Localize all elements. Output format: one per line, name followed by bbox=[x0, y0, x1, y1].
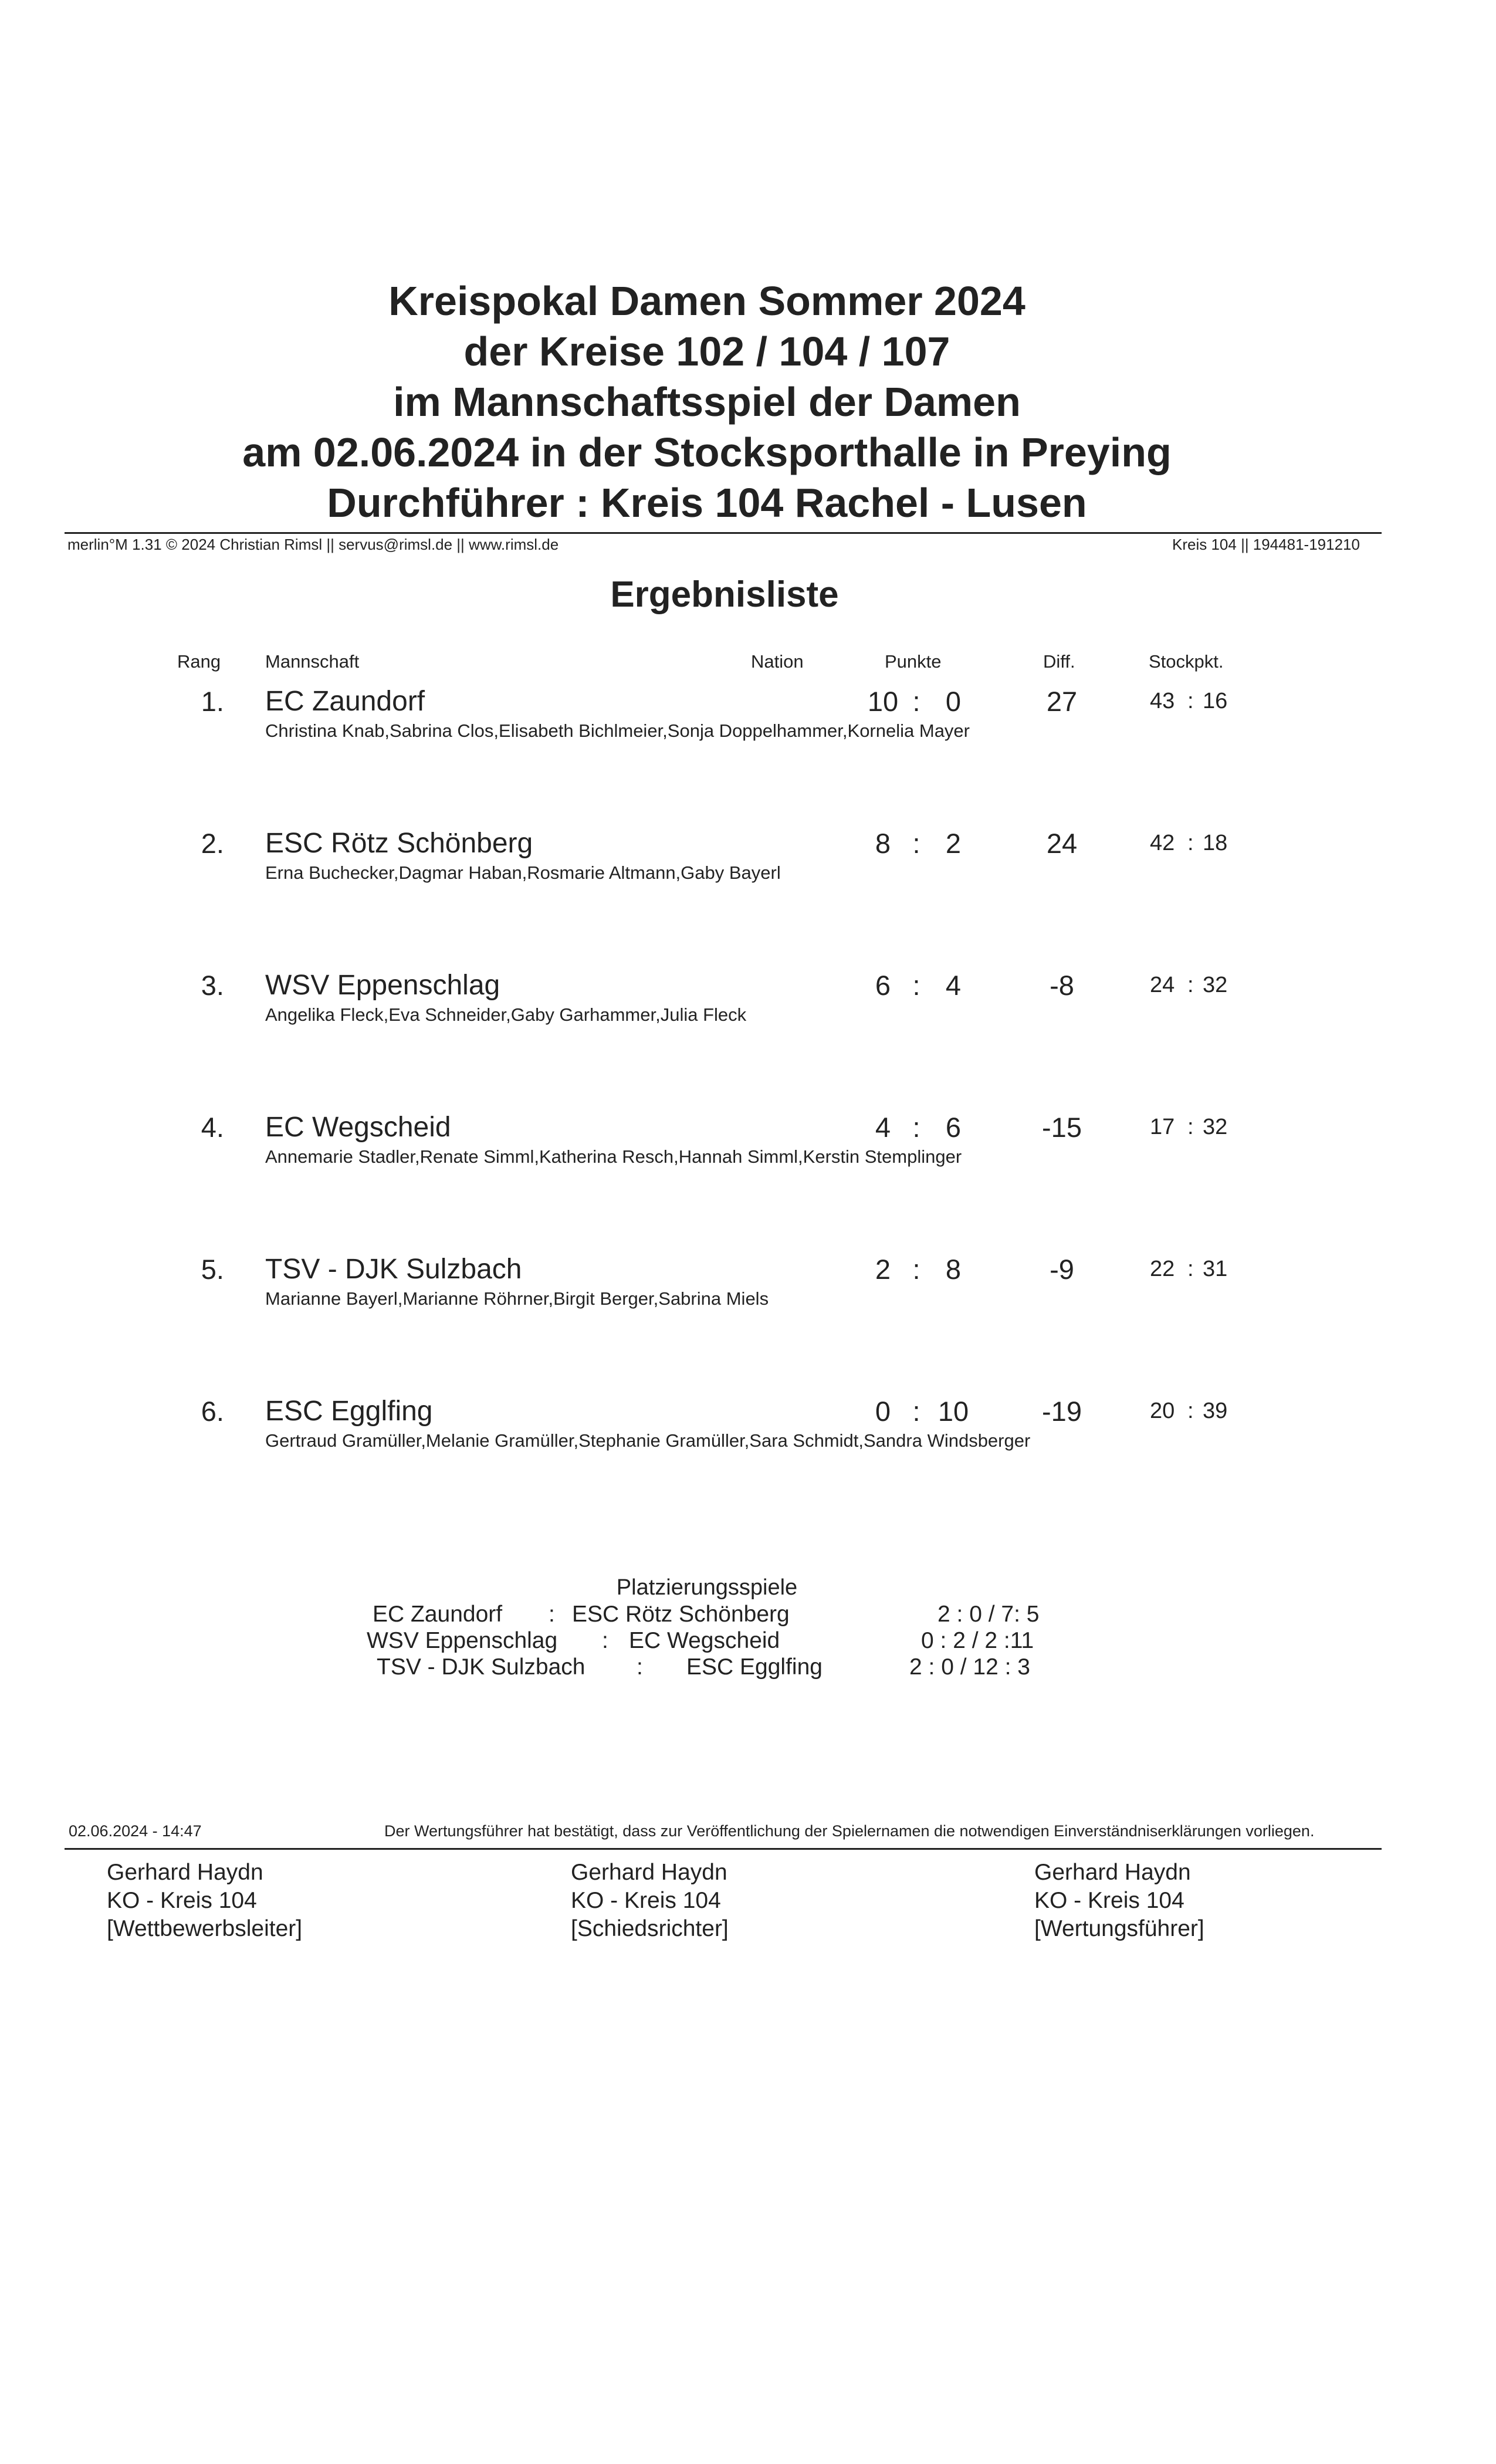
title-line: der Kreise 102 / 104 / 107 bbox=[463, 329, 950, 374]
stock-for: 22 bbox=[1150, 1257, 1175, 1281]
stock-for: 24 bbox=[1150, 973, 1175, 997]
placement-score: 2 : 0 / 7: 5 bbox=[937, 1602, 1040, 1627]
team-rank: 3. bbox=[201, 970, 224, 1001]
placement-home: TSV - DJK Sulzbach bbox=[377, 1654, 585, 1680]
team-rank: 4. bbox=[201, 1112, 224, 1143]
points-colon: : bbox=[912, 686, 920, 717]
signature-org: KO - Kreis 104 bbox=[107, 1888, 257, 1913]
player-names: Christina Knab,Sabrina Clos,Elisabeth Bichlmeier,Sonja Doppelhammer,Kornelia Mayer bbox=[265, 720, 970, 741]
stock-against: 18 bbox=[1203, 831, 1228, 855]
points-for: 2 bbox=[875, 1254, 891, 1285]
consent-note: Der Wertungsführer hat bestätigt, dass zur Veröffentlichung der Spielernamen die notwendigen Einverständniserklärungen vorliegen. bbox=[384, 1822, 1315, 1840]
col-nation: Nation bbox=[751, 651, 804, 672]
player-names: Angelika Fleck,Eva Schneider,Gaby Garhammer,Julia Fleck bbox=[265, 1004, 747, 1025]
stock-colon: : bbox=[1187, 1115, 1194, 1139]
point-diff: -8 bbox=[1050, 970, 1074, 1001]
placement-away: ESC Egglfing bbox=[686, 1654, 823, 1680]
signature-name: Gerhard Haydn bbox=[571, 1860, 727, 1885]
points-for: 10 bbox=[867, 686, 899, 717]
point-diff: -19 bbox=[1042, 1396, 1082, 1427]
signature-name: Gerhard Haydn bbox=[1034, 1860, 1191, 1885]
col-punkte: Punkte bbox=[885, 651, 942, 672]
list-title: Ergebnisliste bbox=[610, 574, 839, 615]
points-colon: : bbox=[912, 1396, 920, 1427]
signature-block bbox=[1034, 1859, 1204, 1943]
team-name: EC Wegscheid bbox=[265, 1112, 451, 1143]
team-rank: 6. bbox=[201, 1396, 224, 1427]
player-names: Gertraud Gramüller,Melanie Gramüller,Stephanie Gramüller,Sara Schmidt,Sandra Windsberger bbox=[265, 1430, 1031, 1451]
title-line: am 02.06.2024 in der Stocksporthalle in Preying bbox=[242, 429, 1172, 475]
stock-against: 39 bbox=[1203, 1399, 1228, 1423]
points-colon: : bbox=[912, 1254, 920, 1285]
points-against: 0 bbox=[945, 686, 962, 717]
stock-against: 32 bbox=[1203, 1115, 1228, 1139]
player-names: Annemarie Stadler,Renate Simml,Katherina Resch,Hannah Simml,Kerstin Stemplinger bbox=[265, 1146, 962, 1167]
points-colon: : bbox=[912, 1112, 920, 1143]
team-name: TSV - DJK Sulzbach bbox=[265, 1254, 522, 1285]
stock-colon: : bbox=[1187, 689, 1194, 713]
team-name: EC Zaundorf bbox=[265, 686, 425, 717]
signature-name: Gerhard Haydn bbox=[107, 1860, 263, 1885]
signature-role: [Wertungsführer] bbox=[1034, 1916, 1204, 1941]
stock-against: 31 bbox=[1203, 1257, 1228, 1281]
title-line: Durchführer : Kreis 104 Rachel - Lusen bbox=[327, 480, 1087, 526]
stock-against: 32 bbox=[1203, 973, 1228, 997]
signature-block bbox=[571, 1859, 729, 1943]
placement-home: WSV Eppenschlag bbox=[367, 1628, 558, 1653]
points-colon: : bbox=[912, 828, 920, 859]
points-against: 10 bbox=[937, 1396, 969, 1427]
document-id: Kreis 104 || 194481-191210 bbox=[1172, 536, 1360, 553]
team-name: ESC Egglfing bbox=[265, 1396, 433, 1427]
col-stockpkt: Stockpkt. bbox=[1149, 651, 1224, 672]
points-against: 4 bbox=[945, 970, 962, 1001]
placement-away: ESC Rötz Schönberg bbox=[572, 1602, 790, 1627]
points-for: 8 bbox=[875, 828, 891, 859]
header-divider bbox=[65, 532, 1382, 534]
placement-score: 0 : 2 / 2 :11 bbox=[921, 1628, 1034, 1653]
stock-colon: : bbox=[1187, 831, 1194, 855]
signature-org: KO - Kreis 104 bbox=[571, 1888, 721, 1913]
player-names: Erna Buchecker,Dagmar Haban,Rosmarie Altmann,Gaby Bayerl bbox=[265, 862, 781, 883]
player-names: Marianne Bayerl,Marianne Röhrner,Birgit Berger,Sabrina Miels bbox=[265, 1288, 769, 1309]
placement-separator: : bbox=[637, 1654, 643, 1680]
team-rank: 1. bbox=[201, 686, 224, 717]
points-against: 8 bbox=[945, 1254, 962, 1285]
placement-title: Platzierungsspiele bbox=[616, 1575, 798, 1600]
title-line: im Mannschaftsspiel der Damen bbox=[393, 379, 1021, 425]
footer-divider bbox=[65, 1848, 1382, 1850]
signature-role: [Wettbewerbsleiter] bbox=[107, 1916, 303, 1941]
signature-block bbox=[107, 1859, 302, 1943]
col-diff: Diff. bbox=[1043, 651, 1075, 672]
team-name: WSV Eppenschlag bbox=[265, 970, 500, 1001]
document-title bbox=[0, 276, 1414, 528]
signature-role: [Schiedsrichter] bbox=[571, 1916, 729, 1941]
team-rank: 2. bbox=[201, 828, 224, 859]
team-name: ESC Rötz Schönberg bbox=[265, 828, 533, 859]
points-against: 6 bbox=[945, 1112, 962, 1143]
col-rang: Rang bbox=[177, 651, 221, 672]
placement-score: 2 : 0 / 12 : 3 bbox=[909, 1654, 1030, 1680]
team-rank: 5. bbox=[201, 1254, 224, 1285]
signature-org: KO - Kreis 104 bbox=[1034, 1888, 1184, 1913]
stock-for: 20 bbox=[1150, 1399, 1175, 1423]
point-diff: -9 bbox=[1050, 1254, 1074, 1285]
point-diff: -15 bbox=[1042, 1112, 1082, 1143]
stock-colon: : bbox=[1187, 973, 1194, 997]
points-against: 2 bbox=[945, 828, 962, 859]
points-for: 6 bbox=[875, 970, 891, 1001]
col-mannschaft: Mannschaft bbox=[265, 651, 360, 672]
stock-for: 42 bbox=[1150, 831, 1175, 855]
points-for: 4 bbox=[875, 1112, 891, 1143]
stock-against: 16 bbox=[1203, 689, 1228, 713]
placement-home: EC Zaundorf bbox=[373, 1602, 503, 1627]
title-line: Kreispokal Damen Sommer 2024 bbox=[388, 278, 1025, 324]
stock-for: 17 bbox=[1150, 1115, 1175, 1139]
stock-colon: : bbox=[1187, 1399, 1194, 1423]
placement-separator: : bbox=[602, 1628, 608, 1653]
points-for: 0 bbox=[875, 1396, 891, 1427]
points-colon: : bbox=[912, 970, 920, 1001]
software-info: merlin°M 1.31 © 2024 Christian Rimsl || servus@rimsl.de || www.rimsl.de bbox=[67, 536, 559, 553]
placement-away: EC Wegscheid bbox=[629, 1628, 780, 1653]
stock-colon: : bbox=[1187, 1257, 1194, 1281]
footer-timestamp: 02.06.2024 - 14:47 bbox=[69, 1822, 202, 1840]
point-diff: 27 bbox=[1046, 686, 1078, 717]
point-diff: 24 bbox=[1046, 828, 1078, 859]
placement-separator: : bbox=[549, 1602, 555, 1627]
stock-for: 43 bbox=[1150, 689, 1175, 713]
